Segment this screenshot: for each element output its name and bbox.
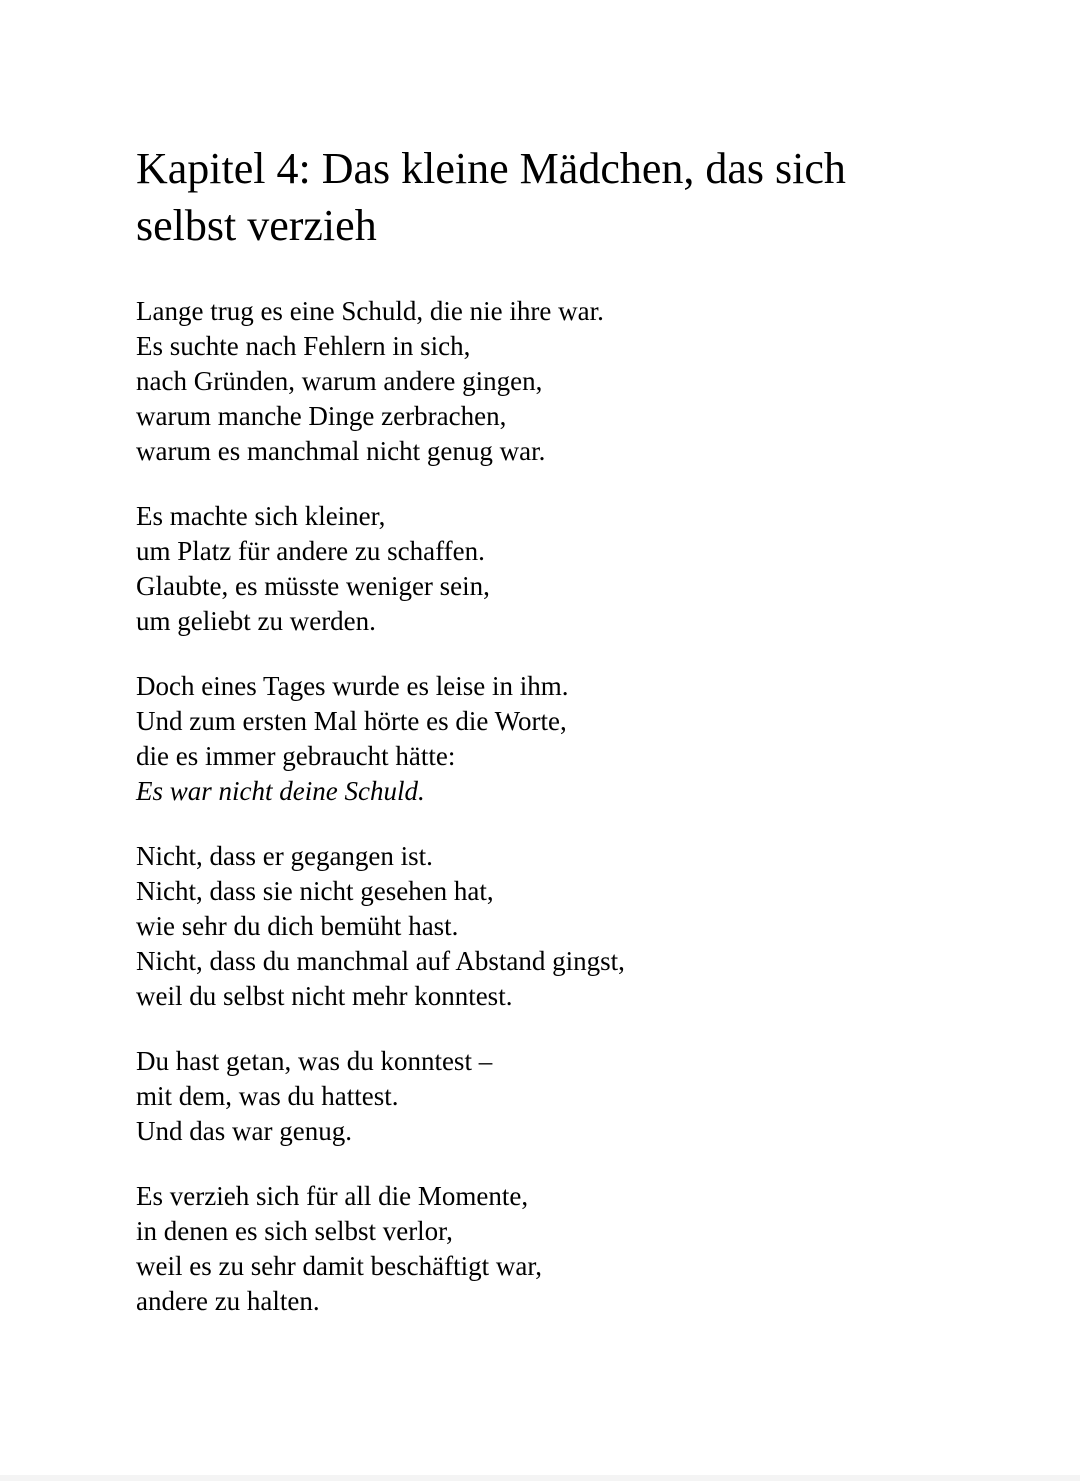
bottom-strip (0, 1475, 1080, 1481)
stanza (136, 294, 956, 469)
poem-line: Lange trug es eine Schuld, die nie ihre war. (136, 296, 604, 326)
poem-line: Es suchte nach Fehlern in sich, (136, 331, 471, 361)
poem-line: Doch eines Tages wurde es leise in ihm. (136, 671, 569, 701)
poem-line: Es machte sich kleiner, (136, 501, 386, 531)
poem-line: weil es zu sehr damit beschäftigt war, (136, 1251, 543, 1281)
poem-line: warum es manchmal nicht genug war. (136, 436, 546, 466)
poem-line: Nicht, dass sie nicht gesehen hat, (136, 876, 494, 906)
stanza (136, 839, 956, 1014)
poem-line: Es verzieh sich für all die Momente, (136, 1181, 529, 1211)
poem-line: Du hast getan, was du konntest – (136, 1046, 493, 1076)
poem-line: nach Gründen, warum andere gingen, (136, 366, 543, 396)
poem-line: mit dem, was du hattest. (136, 1081, 399, 1111)
document-page (136, 140, 956, 1349)
poem-line: andere zu halten. (136, 1286, 320, 1316)
poem-line: Glaubte, es müsste weniger sein, (136, 571, 490, 601)
poem (136, 294, 956, 1319)
poem-line: die es immer gebraucht hätte: (136, 741, 456, 771)
poem-line: weil du selbst nicht mehr konntest. (136, 981, 513, 1011)
poem-line: Und zum ersten Mal hörte es die Worte, (136, 706, 567, 736)
poem-line: um Platz für andere zu schaffen. (136, 536, 485, 566)
stanza (136, 499, 956, 639)
poem-line: um geliebt zu werden. (136, 606, 376, 636)
poem-line: warum manche Dinge zerbrachen, (136, 401, 507, 431)
stanza (136, 1179, 956, 1319)
poem-line: Nicht, dass er gegangen ist. (136, 841, 433, 871)
chapter-title: Kapitel 4: Das kleine Mädchen, das sich selbst verzieh (136, 144, 846, 250)
poem-line: wie sehr du dich bemüht hast. (136, 911, 459, 941)
poem-line-italic: Es war nicht deine Schuld. (136, 776, 425, 806)
stanza (136, 669, 956, 809)
poem-line: Und das war genug. (136, 1116, 352, 1146)
stanza (136, 1044, 956, 1149)
poem-line: Nicht, dass du manchmal auf Abstand gingst, (136, 946, 625, 976)
poem-line: in denen es sich selbst verlor, (136, 1216, 453, 1246)
